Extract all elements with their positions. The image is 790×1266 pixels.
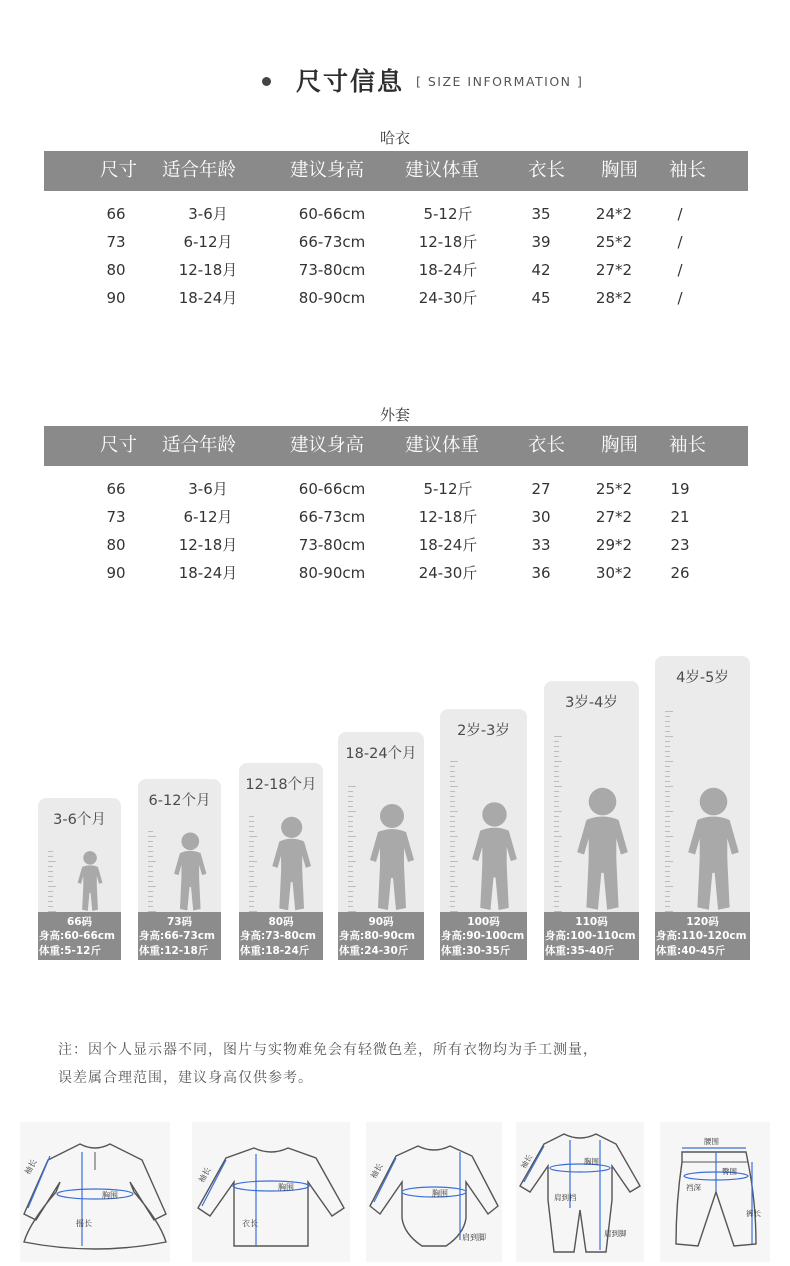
card-age-label: 3-6个月: [53, 812, 106, 828]
table-cell: 80: [106, 261, 126, 279]
height-card: [655, 656, 750, 960]
table-cell: 24-30斤: [418, 564, 478, 582]
card-weight-label: 体重:24-30斤: [339, 945, 409, 957]
card-weight-label: 体重:5-12斤: [39, 945, 101, 957]
ruler-ticks: [48, 846, 56, 912]
ruler-ticks: [348, 780, 356, 912]
card-age-label: 2岁-3岁: [457, 723, 510, 739]
table-cell: 3-6月: [188, 480, 228, 498]
card-size-label: 80码: [268, 916, 294, 928]
garment-label: 裤长: [746, 1209, 761, 1218]
card-height-label: 身高:100-110cm: [545, 930, 636, 942]
bodysuit-measure-diagram: [366, 1122, 502, 1262]
table-cell: 24*2: [595, 205, 633, 223]
card-weight-label: 体重:35-40斤: [545, 945, 615, 957]
col-header-age: 适合年龄: [162, 160, 237, 181]
card-weight-label: 体重:30-35斤: [441, 945, 511, 957]
garment-label: 肩到档: [554, 1193, 577, 1202]
table-cell: 27*2: [595, 261, 633, 279]
garment-label: 胸围: [432, 1189, 448, 1198]
garment-label: 袖长: [368, 1161, 385, 1181]
table-cell: 80-90cm: [298, 564, 366, 582]
garment-label: 胸围: [102, 1191, 118, 1200]
table-cell: 73-80cm: [298, 536, 366, 554]
table-cell: 73: [106, 233, 126, 251]
table-cell: 80: [106, 536, 126, 554]
child-silhouette-icon: [73, 850, 107, 912]
card-height-label: 身高:90-100cm: [441, 930, 525, 942]
table-cell: 66: [106, 205, 126, 223]
col-header-height: 建议身高: [290, 160, 365, 181]
table-row: [0, 559, 790, 587]
card-age-label: 6-12个月: [148, 793, 211, 809]
table-cell: 66-73cm: [298, 508, 366, 526]
table-cell: 30: [531, 508, 551, 526]
height-card: [544, 681, 639, 960]
garment-label: 摇长: [76, 1219, 92, 1228]
height-card: [338, 732, 424, 960]
table-row: [0, 531, 790, 559]
col-header-weight: 建议体重: [405, 160, 480, 181]
table-cell: /: [677, 289, 683, 307]
table-cell: 26: [670, 564, 690, 582]
table-header-romper: [44, 151, 748, 191]
table-cell: /: [677, 205, 683, 223]
table-cell: 18-24月: [178, 289, 238, 307]
dress-measure-diagram: [20, 1122, 170, 1262]
table-cell: 25*2: [595, 233, 633, 251]
card-info-band: [544, 912, 639, 960]
table-cell: 90: [106, 289, 126, 307]
garment-label: 肩到脚: [462, 1233, 486, 1242]
col-header-length: 衣长: [528, 160, 566, 181]
table-cell: /: [677, 233, 683, 251]
table-row: [0, 284, 790, 312]
col-header-height: 建议身高: [290, 435, 365, 456]
table-cell: 5-12斤: [423, 205, 473, 223]
col-header-sleeve: 袖长: [669, 160, 707, 181]
height-card: [138, 779, 221, 960]
table-cell: 24-30斤: [418, 289, 478, 307]
table-cell: 60-66cm: [298, 480, 366, 498]
table-cell: 21: [670, 508, 690, 526]
table-cell: 27: [531, 480, 551, 498]
card-height-label: 身高:73-80cm: [240, 930, 316, 942]
card-size-label: 73码: [166, 916, 193, 928]
table-cell: 18-24月: [178, 564, 238, 582]
garment-label: 袖长: [196, 1165, 213, 1185]
table-row: [0, 256, 790, 284]
card-size-label: 120码: [686, 916, 719, 928]
card-size-label: 100码: [467, 916, 500, 928]
ruler-ticks: [450, 757, 458, 912]
table-row: [0, 228, 790, 256]
table-cell: 5-12斤: [423, 480, 473, 498]
col-header-sleeve: 袖长: [669, 435, 707, 456]
card-weight-label: 体重:18-24斤: [240, 945, 310, 957]
col-header-size: 尺寸: [100, 435, 138, 456]
table-row: [0, 200, 790, 228]
card-size-label: 110码: [575, 916, 608, 928]
top-measure-diagram: [192, 1122, 350, 1262]
table-caption-romper: 哈衣: [379, 129, 410, 147]
table-cell: 80-90cm: [298, 289, 366, 307]
card-age-label: 4岁-5岁: [676, 670, 729, 686]
card-info-band: [239, 912, 323, 960]
table-cell: 12-18斤: [418, 508, 478, 526]
card-info-band: [38, 912, 121, 960]
card-age-label: 12-18个月: [245, 777, 317, 793]
garment-label: 腰围: [704, 1137, 719, 1146]
height-card: [239, 763, 323, 960]
table-cell: 6-12月: [183, 233, 233, 251]
table-cell: 12-18斤: [418, 233, 478, 251]
table-caption-coat: 外套: [379, 406, 410, 424]
garment-label: 裆深: [686, 1183, 701, 1192]
table-cell: 23: [670, 536, 690, 554]
note-line-2: 误差属合理范围，建议身高仅供参考。: [58, 1070, 313, 1086]
table-cell: 6-12月: [183, 508, 233, 526]
card-size-label: 66码: [66, 916, 93, 928]
table-cell: 66: [106, 480, 126, 498]
card-info-band: [440, 912, 527, 960]
col-header-age: 适合年龄: [162, 435, 237, 456]
table-row: [0, 475, 790, 503]
table-header-coat: [44, 426, 748, 466]
col-header-chest: 胸围: [601, 435, 639, 456]
card-height-label: 身高:110-120cm: [656, 930, 747, 942]
table-cell: 3-6月: [188, 205, 228, 223]
child-silhouette-icon: [679, 708, 748, 912]
card-info-band: [138, 912, 221, 960]
table-cell: 29*2: [595, 536, 633, 554]
height-card: [38, 798, 121, 960]
ruler-ticks: [665, 704, 673, 912]
table-cell: 66-73cm: [298, 233, 366, 251]
page-subtitle: [ SIZE INFORMATION ]: [416, 74, 584, 89]
table-cell: 35: [531, 205, 551, 223]
table-cell: 12-18月: [178, 261, 238, 279]
child-silhouette-icon: [362, 784, 422, 912]
garment-label: 袖长: [22, 1157, 39, 1177]
child-silhouette-icon: [168, 831, 213, 912]
table-cell: 28*2: [595, 289, 633, 307]
child-silhouette-icon: [568, 733, 637, 912]
ruler-ticks: [148, 827, 156, 912]
col-header-length: 衣长: [528, 435, 566, 456]
table-cell: 60-66cm: [298, 205, 366, 223]
note-line-1: 注：因个人显示器不同，图片与实物难免会有轻微色差，所有衣物均为手工测量，: [58, 1042, 598, 1058]
table-cell: 25*2: [595, 480, 633, 498]
child-silhouette-icon: [464, 761, 525, 912]
garment-label: 胸围: [278, 1183, 294, 1192]
card-height-label: 身高:66-73cm: [139, 930, 215, 942]
table-cell: 42: [531, 261, 551, 279]
card-age-label: 3岁-4岁: [565, 695, 618, 711]
ruler-ticks: [554, 729, 562, 912]
table-row: [0, 503, 790, 531]
table-cell: 73-80cm: [298, 261, 366, 279]
ruler-ticks: [249, 811, 257, 912]
col-header-weight: 建议体重: [405, 435, 480, 456]
card-weight-label: 体重:12-18斤: [139, 945, 209, 957]
table-cell: 27*2: [595, 508, 633, 526]
garment-label: 袖长: [518, 1152, 535, 1171]
footed-romper-measure-diagram: [516, 1122, 644, 1262]
card-info-band: [655, 912, 750, 960]
table-cell: 90: [106, 564, 126, 582]
table-cell: 12-18月: [178, 536, 238, 554]
card-height-label: 身高:60-66cm: [39, 930, 115, 942]
col-header-chest: 胸围: [601, 160, 639, 181]
card-age-label: 18-24个月: [345, 746, 417, 762]
table-cell: 36: [531, 564, 551, 582]
table-cell: 18-24斤: [418, 261, 478, 279]
garment-label: 胸围: [584, 1157, 599, 1166]
bullet-dot-icon: [262, 77, 271, 86]
garment-label: 臀围: [722, 1167, 737, 1176]
child-silhouette-icon: [265, 815, 318, 912]
table-cell: 45: [531, 289, 551, 307]
garment-label: 肩到脚: [604, 1229, 627, 1238]
garment-label: 衣长: [242, 1219, 258, 1228]
table-cell: /: [677, 261, 683, 279]
table-cell: 73: [106, 508, 126, 526]
card-info-band: [338, 912, 424, 960]
table-cell: 19: [670, 480, 690, 498]
page-title: 尺寸信息: [296, 67, 405, 96]
card-weight-label: 体重:40-45斤: [656, 945, 726, 957]
table-cell: 33: [531, 536, 551, 554]
card-height-label: 身高:80-90cm: [339, 930, 415, 942]
card-size-label: 90码: [368, 916, 394, 928]
height-card: [440, 709, 527, 960]
table-cell: 39: [531, 233, 551, 251]
col-header-size: 尺寸: [100, 160, 138, 181]
table-cell: 30*2: [595, 564, 633, 582]
pants-measure-diagram: [660, 1122, 770, 1262]
table-cell: 18-24斤: [418, 536, 478, 554]
